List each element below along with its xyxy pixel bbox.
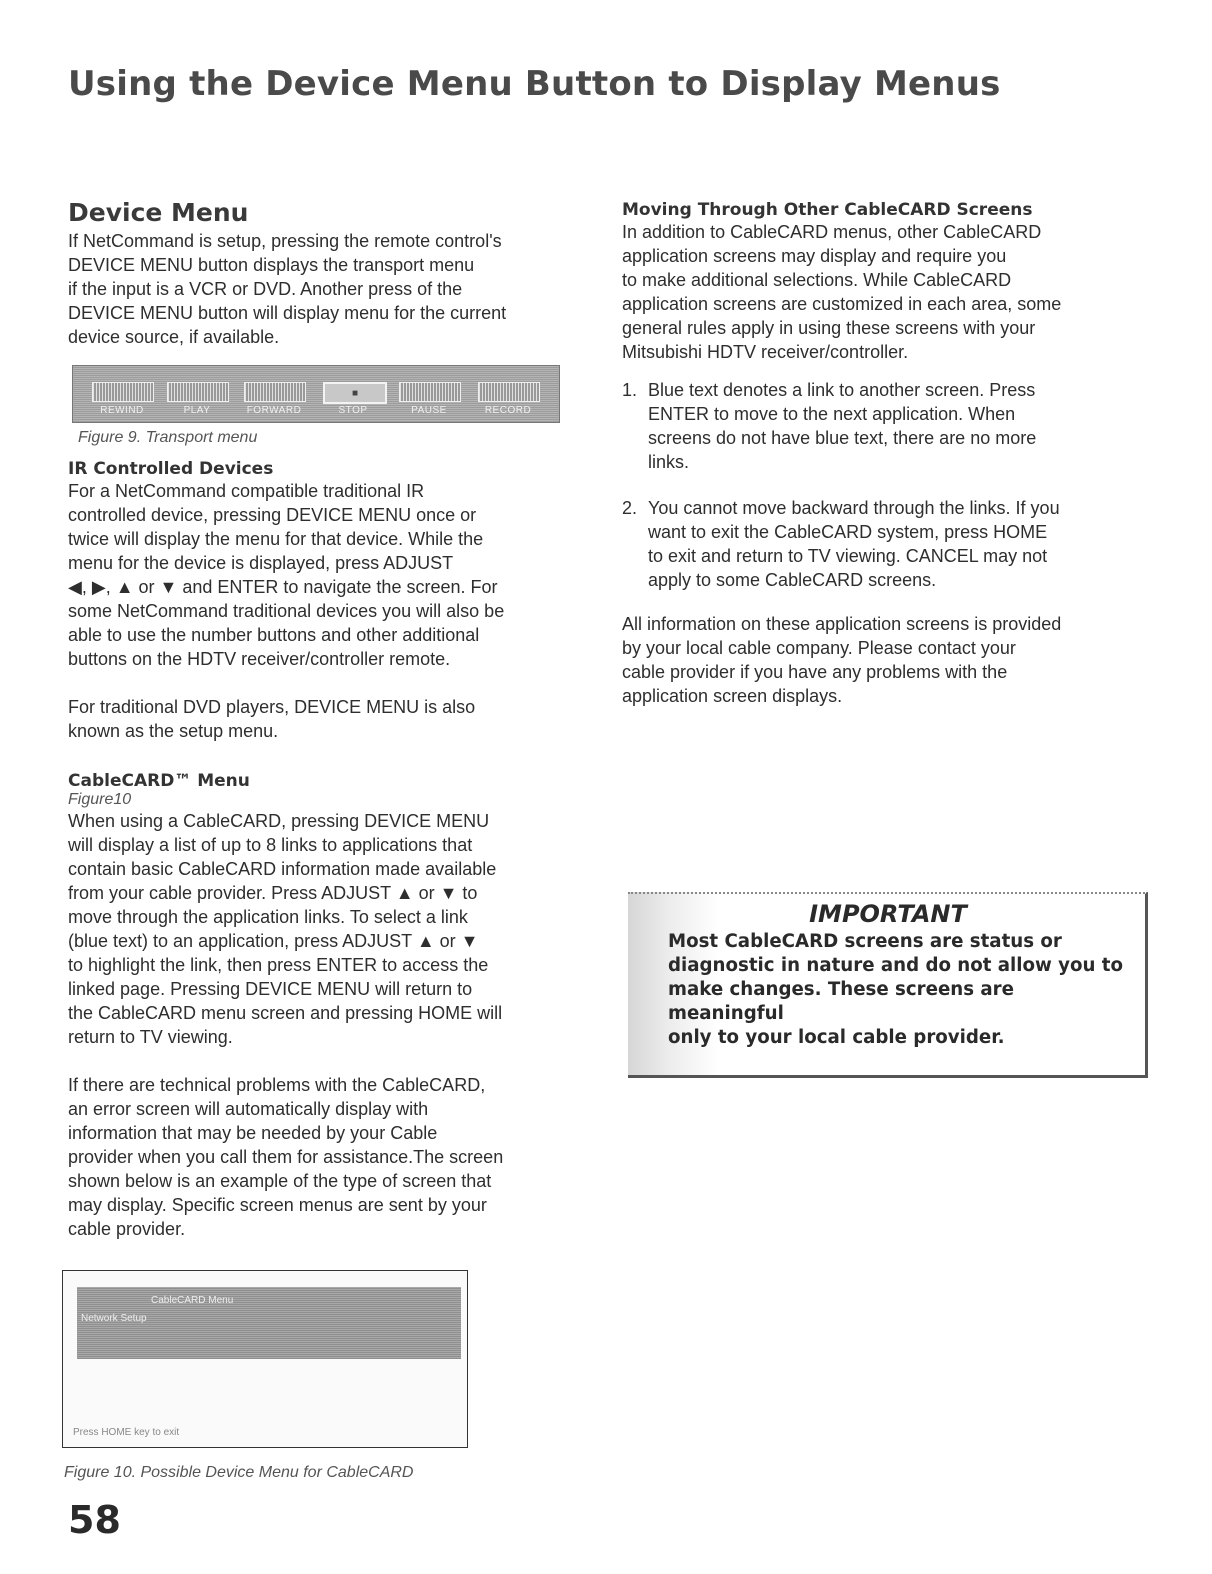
text-line: to make additional selections. While CableCARD [622,270,1012,290]
moving-heading: Moving Through Other CableCARD Screens [622,200,1033,220]
text-line: the CableCARD menu screen and pressing HOME will [68,1003,503,1023]
text-line: information that may be needed by your Cable [68,1123,438,1143]
transport-menu-bar [72,365,560,423]
cablecard-menu-panel [77,1287,461,1359]
text-line: from your cable provider. Press ADJUST ▲ or ▼ to [68,883,478,903]
text-line: may display. Specific screen menus are sent by your [68,1195,487,1215]
list-item [622,378,1132,474]
text-line: If there are technical problems with the CableCARD, [68,1075,486,1095]
info-paragraph [622,612,1132,708]
important-text [668,930,1124,1050]
rewind-label: REWIND [100,405,144,416]
text-line: application screens are customized in each area, some [622,294,1062,314]
text-line: You cannot move backward through the links. If you [648,498,1060,518]
text-line: For traditional DVD players, DEVICE MENU is also [68,697,476,717]
list-item [622,496,1132,592]
moving-paragraph [622,220,1132,364]
text-line: an error screen will automatically display with [68,1099,429,1119]
text-line: DEVICE MENU button displays the transport menu [68,255,475,275]
page-number: 58 [68,1498,121,1542]
forward-button[interactable] [244,382,306,402]
text-line: make changes. These screens are meaningful [668,979,1014,1024]
text-line: All information on these application screens is provided [622,614,1062,634]
text-line: (blue text) to an application, press ADJUST ▲ or ▼ [68,931,479,951]
ir-heading: IR Controlled Devices [68,459,274,479]
text-line: some NetCommand traditional devices you will also be [68,601,505,621]
text-line: able to use the number buttons and other additional [68,625,480,645]
text-line: will display a list of up to 8 links to applications that [68,835,473,855]
text-line: buttons on the HDTV receiver/controller remote. [68,649,451,669]
text-line: When using a CableCARD, pressing DEVICE MENU [68,811,490,831]
cablecard-screen-figure [62,1270,468,1448]
text-line: shown below is an example of the type of screen that [68,1171,492,1191]
text-line: Mitsubishi HDTV receiver/controller. [622,342,909,362]
text-line: ◀, ▶, ▲ or ▼ and ENTER to navigate the screen. For [68,577,498,597]
figure-9-caption: Figure 9. Transport menu [78,429,258,446]
play-label: PLAY [183,405,211,416]
text-line: If NetCommand is setup, pressing the remote control's [68,231,502,251]
text-line: cable provider. [68,1219,186,1239]
rewind-button[interactable] [92,382,154,402]
text-line: linked page. Pressing DEVICE MENU will return to [68,979,473,999]
text-line: DEVICE MENU button will display menu for the current [68,303,507,323]
right-column [622,200,1132,708]
pause-label: PAUSE [411,405,447,416]
text-line: Most CableCARD screens are status or [668,931,1062,952]
text-line: diagnostic in nature and do not allow you to [668,955,1123,976]
cablecard-menu-title: CableCARD Menu [151,1295,234,1306]
figure-10-caption: Figure 10. Possible Device Menu for CableCARD [64,1464,414,1481]
text-line: twice will display the menu for that device. While the [68,529,484,549]
text-line: device source, if available. [68,327,280,347]
left-column [68,198,568,1241]
device-menu-heading: Device Menu [68,198,249,227]
text-line: by your local cable company. Please contact your [622,638,1016,658]
text-line: application screens may display and require you [622,246,1007,266]
dvd-paragraph [68,695,568,743]
text-line: cable provider if you have any problems with the [622,662,1008,682]
list-number: 2. [622,498,638,518]
text-line: links. [648,452,690,472]
important-title: IMPORTANT [809,900,967,928]
text-line: For a NetCommand compatible traditional IR [68,481,425,501]
text-line: to exit and return to TV viewing. CANCEL may not [648,546,1048,566]
text-line: move through the application links. To select a link [68,907,468,927]
play-button[interactable] [167,382,229,402]
text-line: want to exit the CableCARD system, press HOME [648,522,1048,542]
stop-label: STOP [338,405,368,416]
figure-10-ref: Figure10 [68,791,132,808]
transport-menu-figure [72,365,558,421]
page-title: Using the Device Menu Button to Display Menus [68,64,1001,104]
text-line: ENTER to move to the next application. When [648,404,1016,424]
text-line: to highlight the link, then press ENTER to access the [68,955,489,975]
text-line: screens do not have blue text, there are no more [648,428,1037,448]
device-menu-paragraph [68,229,568,349]
text-line: menu for the device is displayed, press ADJUST [68,553,454,573]
forward-label: FORWARD [246,405,302,416]
important-box [628,892,1148,1078]
stop-button[interactable] [323,382,387,404]
text-line: contain basic CableCARD information made available [68,859,497,879]
stop-icon: ■ [351,387,359,399]
text-line: provider when you call them for assistance.The screen [68,1147,504,1167]
record-label: RECORD [484,405,532,416]
text-line: known as the setup menu. [68,721,279,741]
text-line: In addition to CableCARD menus, other CableCARD [622,222,1042,242]
error-paragraph [68,1073,568,1241]
list-number: 1. [622,380,638,400]
ir-paragraph [68,479,568,671]
cablecard-paragraph [68,809,568,1049]
text-line: application screen displays. [622,686,843,706]
text-line: Blue text denotes a link to another screen. Press [648,380,1036,400]
text-line: general rules apply in using these screens with your [622,318,1036,338]
text-line: if the input is a VCR or DVD. Another press of the [68,279,463,299]
home-exit-hint: Press HOME key to exit [73,1427,180,1438]
pause-button[interactable] [399,382,461,402]
text-line: only to your local cable provider. [668,1027,1005,1048]
cablecard-heading: CableCARD™ Menu [68,771,250,791]
text-line: controlled device, pressing DEVICE MENU once or [68,505,477,525]
record-button[interactable] [478,382,540,402]
network-setup-link[interactable]: Network Setup [81,1313,147,1324]
text-line: return to TV viewing. [68,1027,233,1047]
text-line: apply to some CableCARD screens. [648,570,937,590]
rules-list [622,378,1132,592]
